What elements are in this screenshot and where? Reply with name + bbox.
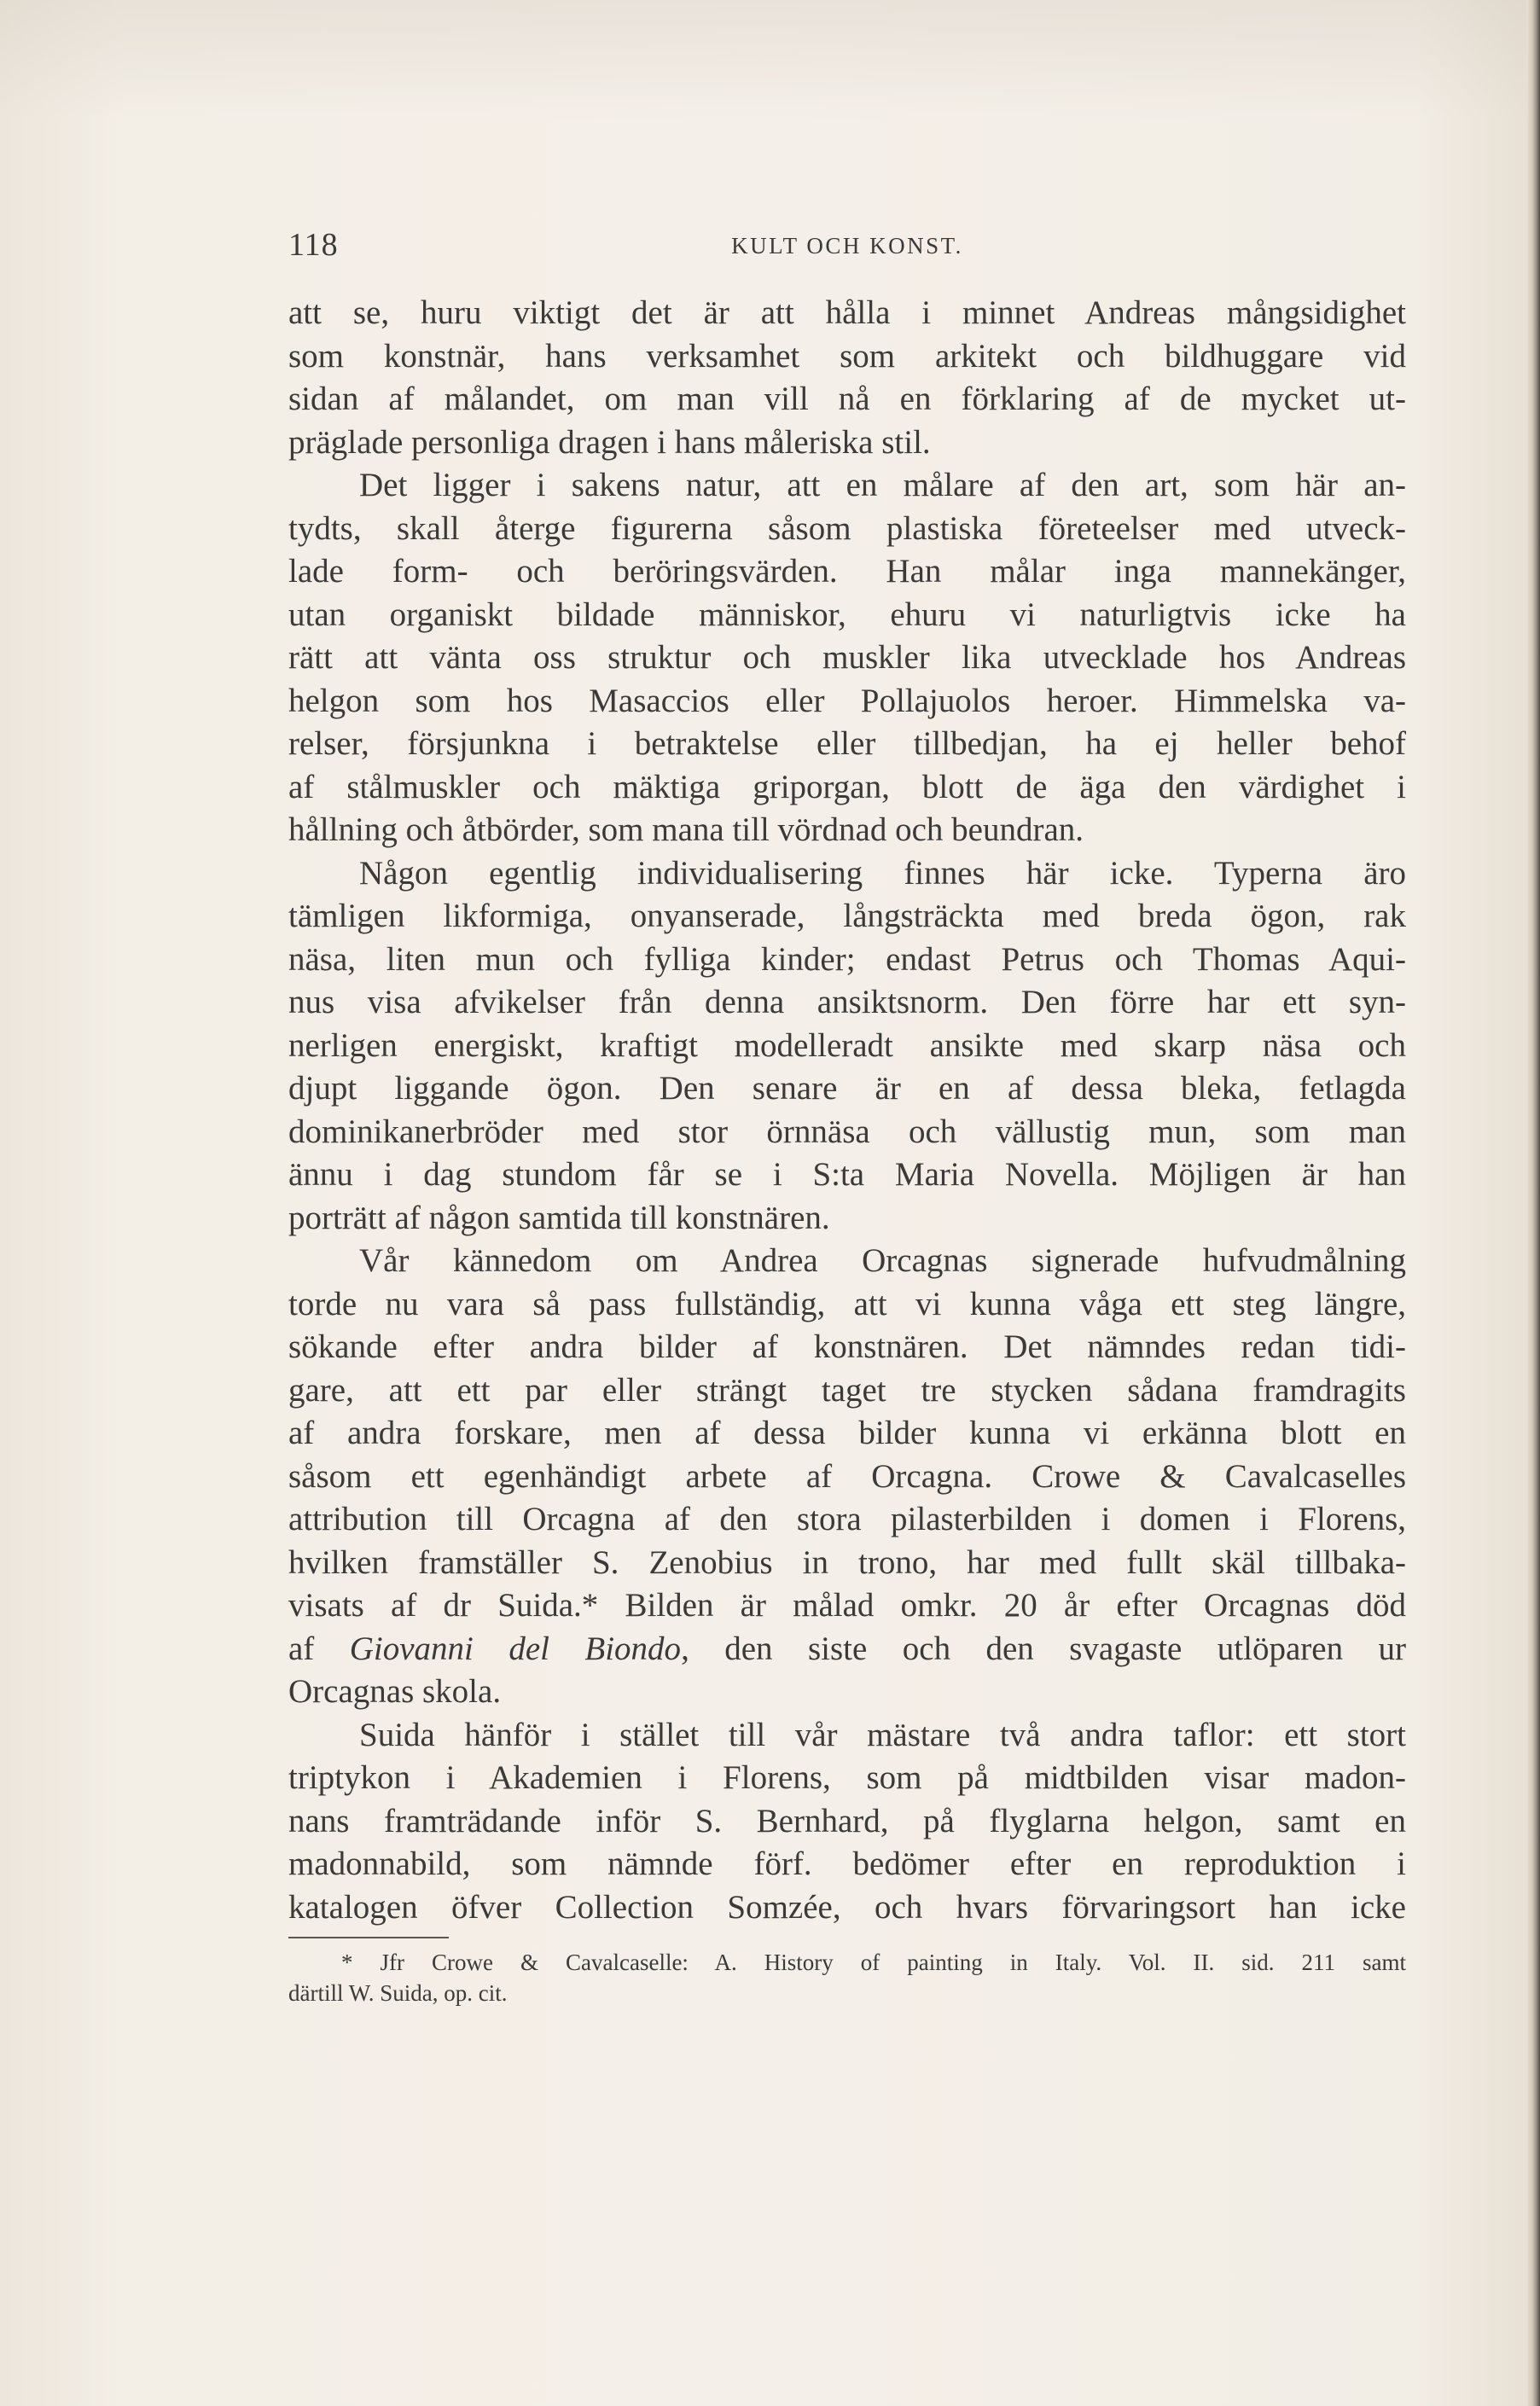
text-line: hvilken framställer S. Zenobius in trono, har med fullt skäl tillbaka- bbox=[288, 1543, 1406, 1581]
text-line: madonnabild, som nämnde förf. bedömer efter en reproduktion i bbox=[288, 1845, 1406, 1882]
body-text bbox=[288, 292, 1406, 1929]
text-line: dominikanerbröder med stor örnnäsa och vällustig mun, som man bbox=[288, 1113, 1406, 1150]
text-line: helgon som hos Masaccios eller Pollajuolos heroer. Himmelska va- bbox=[288, 682, 1406, 719]
text-line: torde nu vara så pass fullständig, att vi kunna våga ett steg längre, bbox=[288, 1285, 1406, 1322]
footnote-divider bbox=[288, 1937, 449, 1938]
text-line: Det ligger i sakens natur, att en målare af den art, som här an- bbox=[359, 467, 1406, 503]
page-edge bbox=[1526, 0, 1540, 2406]
text-line: djupt liggande ögon. Den senare är en af dessa bleka, fetlagda bbox=[288, 1070, 1406, 1107]
text-line: gare, att ett par eller strängt taget tre stycken sådana framdragits bbox=[288, 1371, 1406, 1409]
italic-name: Giovanni del Biondo bbox=[349, 1630, 682, 1667]
footnote bbox=[288, 1947, 1406, 2008]
paragraph-1 bbox=[288, 292, 1406, 464]
text-line: tämligen likformiga, onyanserade, långsträckta med breda ögon, rak bbox=[288, 898, 1406, 934]
text-line: nus visa afvikelser från denna ansiktsnorm. Den förre har ett syn- bbox=[288, 984, 1406, 1020]
text-line: tydts, skall återge figurerna såsom plastiska företeelser med utveck- bbox=[288, 509, 1406, 547]
text-line: såsom ett egenhändigt arbete af Orcagna. Crowe & Cavalcaselles bbox=[288, 1457, 1406, 1495]
text-line: af stålmuskler och mäktiga griporgan, blott de äga den värdighet i bbox=[288, 768, 1406, 805]
page-header bbox=[288, 226, 1406, 269]
paragraph-3 bbox=[288, 852, 1406, 1241]
text-line: Suida hänför i stället till vår mästare två andra taflor: ett stort bbox=[359, 1716, 1406, 1753]
paragraph-5 bbox=[288, 1714, 1406, 1930]
text-line: sidan af målandet, om man vill nå en förklaring af de mycket ut- bbox=[288, 381, 1406, 417]
running-head: KULT OCH KONST. bbox=[731, 233, 963, 259]
text-line: af andra forskare, men af dessa bilder kunna vi erkänna blott en bbox=[288, 1415, 1406, 1451]
text-line: attribution till Orcagna af den stora pilasterbilden i domen i Florens, bbox=[288, 1501, 1406, 1537]
text-line: katalogen öfver Collection Somzée, och hvars förvaringsort han icke bbox=[288, 1888, 1406, 1926]
text-line: Någon egentlig individualisering finnes här icke. Typerna äro bbox=[359, 854, 1406, 892]
text-line: nans framträdande inför S. Bernhard, på flyglarna helgon, samt en bbox=[288, 1802, 1406, 1839]
text-line: rätt att vänta oss struktur och muskler lika utvecklade hos Andreas bbox=[288, 639, 1406, 676]
text-line: Vår kännedom om Andrea Orcagnas signerade hufvudmålning bbox=[359, 1242, 1406, 1279]
paragraph-2 bbox=[288, 464, 1406, 852]
top-shadow bbox=[0, 0, 1540, 119]
text-line: ännu i dag stundom får se i S:ta Maria Novella. Möjligen är han bbox=[288, 1156, 1406, 1193]
paragraph-4 bbox=[288, 1240, 1406, 1714]
text-line: triptykon i Akademien i Florens, som på midtbilden visar madon- bbox=[288, 1759, 1406, 1796]
text-line: att se, huru viktigt det är att hålla i minnet Andreas mångsidighet bbox=[288, 294, 1406, 331]
text-line: lade form- och beröringsvärden. Han målar inga mannekänger, bbox=[288, 553, 1406, 590]
text-line: hållning och åtbörder, som mana till vördnad och beundran. bbox=[288, 811, 1084, 848]
text-line: Orcagnas skola. bbox=[288, 1673, 502, 1710]
text-line: visats af dr Suida.* Bilden är målad omkr. 20 år efter Orcagnas död bbox=[288, 1587, 1406, 1624]
text-line: porträtt af någon samtida till konstnären. bbox=[288, 1199, 830, 1236]
text-line: nerligen energiskt, kraftigt modelleradt ansikte med skarp näsa och bbox=[288, 1026, 1406, 1064]
text-line: präglade personliga dragen i hans måleriska stil. bbox=[288, 423, 931, 461]
text-line: relser, försjunkna i betraktelse eller tillbedjan, ha ej heller behof bbox=[288, 725, 1406, 762]
text-line: sökande efter andra bilder af konstnären. Det nämndes redan tidi- bbox=[288, 1328, 1406, 1365]
footnote-line: därtill W. Suida, op. cit. bbox=[288, 1980, 508, 2006]
text-line: näsa, liten mun och fylliga kinder; endast Petrus och Thomas Aqui- bbox=[288, 940, 1406, 978]
page-number: 118 bbox=[288, 227, 339, 263]
text-line-italic bbox=[288, 1628, 1406, 1671]
text-segment: , den siste och den svagaste utlöparen ur bbox=[681, 1630, 1406, 1667]
footnote-line: * Jfr Crowe & Cavalcaselle: A. History of painting in Italy. Vol. II. sid. 211 samt bbox=[341, 1950, 1406, 1975]
text-line: utan organiskt bildade människor, ehuru vi naturligtvis icke ha bbox=[288, 596, 1406, 633]
text-line: som konstnär, hans verksamhet som arkitekt och bildhuggare vid bbox=[288, 337, 1406, 375]
text-segment: af bbox=[288, 1630, 350, 1667]
